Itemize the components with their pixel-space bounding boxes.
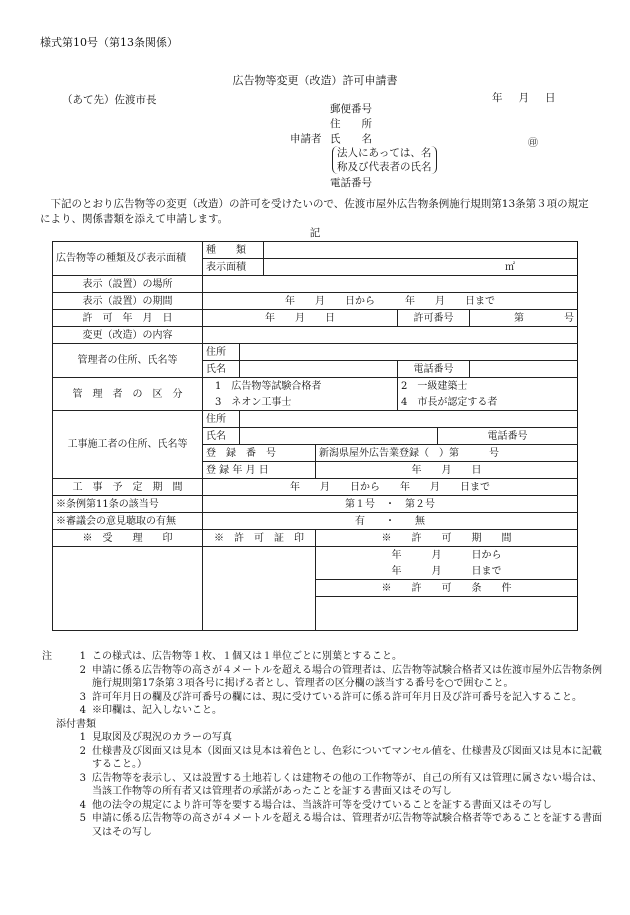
change-label: 変更（改造）の内容 [53, 327, 203, 344]
kind-label: 種 類 [203, 242, 264, 259]
date-day: 日 [545, 92, 556, 104]
permit-conditions-area [316, 597, 578, 631]
contractor-addr-label: 住所 [203, 411, 240, 428]
manager-type-3[interactable]: 3 ネオン工事士 [203, 394, 398, 411]
manager-type-2[interactable]: 2 一級建築士 [398, 378, 578, 395]
kind-field[interactable] [264, 242, 578, 259]
notes-section: 注 1 この様式は、広告物等１枚、１個又は１単位ごとに別葉とすること。 2 申請に係る広告物等の高さが４メートルを超える場合の管理者は、広告物等試験合格者又は佐渡市屋外広告物条例施行規則第17条第３項各号に掲げる者とし、管理者の区分欄の該当する番号を○で囲むこと。 3 許可年月日の欄及び許可番号の欄には、現に受けている許可に係る許可年月日及び許可番号を記入すること。 4 ※印欄は、記入しないこと。 添付書類 1 見取図及び現況のカラーの写真 2 仕様書及び図面又は見本（図面又は見本は着色とし、色彩についてマンセル値を、仕様書及び図面又は見本に記載すること。） 3 広告物等を表示し、又は設置する土地若しくは建物その他の工作物等が、自己の所有又は管理に属さない場合は、当該工作物等の所有者又は管理者の承諾があったことを証する書面又はその写し 4 他の法令の規定により許可等を要する場合は、当該許可等を受けていることを証する書面又はその写し 5 申請に係る広告物等の高さが４メートルを超える場合は、管理者が広告物等試験合格者等であることを証する書面又はその写し [42, 651, 602, 838]
manager-label: 管理者の住所、氏名等 [53, 344, 203, 378]
postal-label: 郵便番号 [330, 103, 372, 115]
permit-conditions-label: ※ 許 可 条 件 [316, 580, 578, 597]
manager-phone-label: 電話番号 [398, 361, 470, 378]
attachment-2: 仕様書及び図面又は見本（図面又は見本は着色とし、色彩についてマンセル値を、仕様書及び図面又は見本に記載すること。） [92, 745, 602, 770]
manager-addr-label: 住所 [203, 344, 240, 361]
contractor-phone-label: 電話番号 [438, 428, 578, 445]
area-label: 表示面積 [203, 259, 264, 276]
note-3: 許可年月日の欄及び許可番号の欄には、現に受けている許可に係る許可年月日及び許可番号を記入すること。 [92, 691, 582, 703]
cert-stamp-label: ※ 許 可 証 印 [203, 530, 316, 547]
name-label: 氏 名 [330, 133, 372, 145]
phone-label: 電話番号 [330, 177, 372, 189]
permit-date-field[interactable]: 年 月 日 [203, 310, 398, 327]
applicant-block [290, 102, 590, 192]
permit-date-label: 許 可 年 月 日 [53, 310, 203, 327]
document-title: 広告物等変更（改造）許可申請書 [232, 74, 398, 87]
permit-period-from: 年 月 日から [316, 547, 578, 564]
art11-label: ※条例第11条の該当号 [53, 496, 203, 513]
date-month: 月 [518, 92, 529, 104]
attachment-3: 広告物等を表示し、又は設置する土地若しくは建物その他の工作物等が、自己の所有又は管理に属さない場合は、当該工作物等の所有者又は管理者の承諾があったことを証する書面又はその写し [92, 772, 602, 797]
receipt-stamp-label: ※ 受 理 印 [53, 530, 203, 547]
receipt-stamp-area [53, 547, 203, 631]
permit-period-label: ※ 許 可 期 間 [316, 530, 578, 547]
form-number: 様式第10号（第13条関係） [40, 36, 178, 49]
reg-date-field[interactable]: 年 月 日 [316, 462, 578, 479]
period-field[interactable]: 年 月 日から 年 月 日まで [203, 293, 578, 310]
work-period-label: 工 事 予 定 期 間 [53, 479, 203, 496]
permit-no-label: 許可番号 [398, 310, 470, 327]
manager-phone-field[interactable] [470, 361, 578, 378]
council-field: 有 ・ 無 [203, 513, 578, 530]
manager-name-field[interactable] [240, 361, 398, 378]
application-table [52, 241, 578, 631]
contractor-name-field[interactable] [240, 428, 438, 445]
kind-area-label: 広告物等の種類及び表示面積 [53, 242, 203, 276]
ki-heading: 記 [309, 227, 321, 239]
place-field[interactable] [203, 276, 578, 293]
date-year: 年 [492, 92, 503, 104]
work-period-field[interactable]: 年 月 日から 年 月 日まで [203, 479, 578, 496]
reg-no-field[interactable]: 新潟県屋外広告業登録（ ）第 号 [316, 445, 578, 462]
reg-no-label: 登 録 番 号 [203, 445, 316, 462]
manager-type-label: 管 理 者 の 区 分 [53, 378, 203, 411]
note-4: ※印欄は、記入しないこと。 [92, 705, 222, 716]
attachment-4: 他の法令の規定により許可等を要する場合は、当該許可等を受けていることを証する書面又はその写し [92, 799, 552, 811]
address-label: 住 所 [330, 118, 372, 130]
permit-period-to: 年 月 日まで [316, 563, 578, 580]
addressee: （あて先）佐渡市長 [62, 94, 157, 106]
contractor-addr-field[interactable] [240, 411, 578, 428]
contractor-label: 工事施工者の住所、氏名等 [53, 411, 203, 479]
applicant-label: 申請者 [290, 133, 322, 145]
area-unit: ㎡ [505, 261, 516, 273]
place-label: 表示（設置）の場所 [53, 276, 203, 293]
period-label: 表示（設置）の期間 [53, 293, 203, 310]
corp-note-2: 称及び代表者の氏名 [337, 161, 432, 173]
attachment-5: 申請に係る広告物等の高さが４メートルを超える場合は、管理者が広告物等試験合格者等であることを証する書面又はその写し [92, 813, 602, 838]
seal-mark: ㊞ [528, 138, 538, 149]
manager-type-4[interactable]: 4 市長が認定する者 [398, 394, 578, 411]
cert-stamp-area [203, 547, 316, 631]
notes-label: 注 [42, 651, 52, 662]
manager-name-label: 氏名 [203, 361, 240, 378]
corp-note-1: 法人にあっては、名 [337, 147, 432, 159]
area-field[interactable] [264, 259, 578, 276]
request-statement: 下記のとおり広告物等の変更（改造）の許可を受けたいので、佐渡市屋外広告物条例施行規則第13条第３項の規定により、関係書類を添えて申請します。 [40, 198, 589, 225]
contractor-name-label: 氏名 [203, 428, 240, 445]
note-1: この様式は、広告物等１枚、１個又は１単位ごとに別葉とすること。 [92, 651, 402, 662]
change-field[interactable] [203, 327, 578, 344]
note-2: 申請に係る広告物等の高さが４メートルを超える場合の管理者は、広告物等試験合格者又は佐渡市屋外広告物条例施行規則第17条第３項各号に掲げる者とし、管理者の区分欄の該当する番号を○で囲むこと。 [92, 664, 602, 689]
attachments-label: 添付書類 [56, 718, 96, 730]
reg-date-label: 登 録 年 月 日 [203, 462, 316, 479]
manager-type-1[interactable]: 1 広告物等試験合格者 [203, 378, 398, 395]
council-label: ※審議会の意見聴取の有無 [53, 513, 203, 530]
art11-field: 第１号 ・ 第２号 [203, 496, 578, 513]
attachment-1: 見取図及び現況のカラーの写真 [92, 732, 232, 743]
permit-no-field[interactable]: 第 号 [470, 310, 578, 327]
manager-addr-field[interactable] [240, 344, 578, 361]
